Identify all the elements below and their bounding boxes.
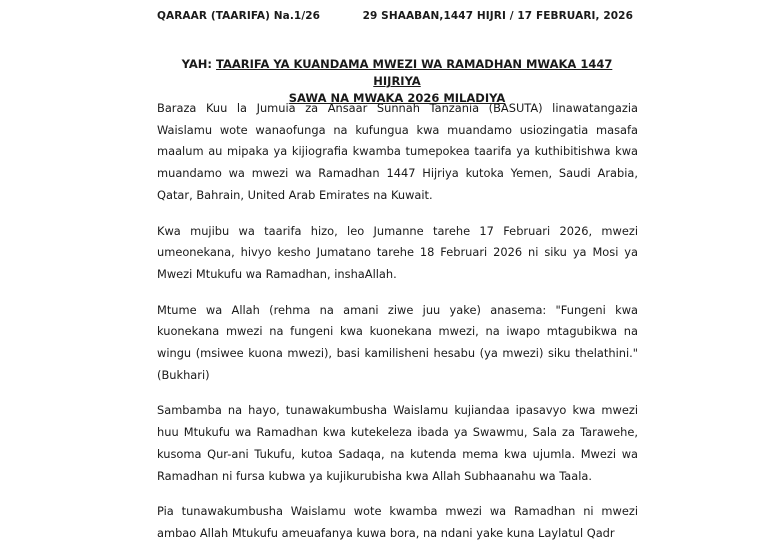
paragraph: Pia tunawakumbusha Waislamu wote kwamba mwezi wa Ramadhan ni mwezi ambao Allah Mtukufu ameuafanya kuwa bora, na ndani yake kuna Laylatul Qadr (157, 504, 638, 540)
subject-line-1: TAARIFA YA KUANDAMA MWEZI WA RAMADHAN MWAKA 1447 HIJRIYA (216, 57, 613, 88)
paragraph: Baraza Kuu la Jumuia za Ansaar Sunnah Tanzania (BASUTA) linawatangazia Waislamu wote wanaofunga na kufungua kwa muandamo usiozingatia masafa maalum au mipaka ya kijiografia kwamba tumepokea taarifa ya kuthibitishwa kwa muandamo wa mwezi wa Ramadhan 1447 Hijriya kutoka Yemen, Saudi Arabia, Qatar, Bahrain, United Arab Emirates na Kuwait. (157, 101, 638, 202)
subject-prefix: YAH: (181, 57, 213, 71)
document-body (157, 98, 638, 559)
paragraph: Kwa mujibu wa taarifa hizo, leo Jumanne tarehe 17 Februari 2026, mwezi umeonekana, hivyo kesho Jumatano tarehe 18 Februari 2026 ni siku ya Mosi ya Mwezi Mtukufu wa Ramadhan, inshaAllah. (157, 223, 638, 281)
subject-line-2: SAWA NA MWAKA 2026 MILADIYA (288, 91, 506, 105)
document-date: 29 SHAABAN,1447 HIJRI / 17 FEBRUARI, 2026 (362, 10, 633, 22)
paragraph: Mtume wa Allah (rehma na amani ziwe juu yake) anasema: "Fungeni kwa kuonekana mwezi na fungeni kwa kuonekana mwezi, na iwapo mtagubikwa na wingu (msiwee kuona mwezi), basi kamilisheni hesabu (ya mwezi) siku thelathini." (Bukhari) (157, 302, 638, 382)
paragraph: Sambamba na hayo, tunawakumbusha Waislamu kujiandaa ipasavyo kwa mwezi huu Mtukufu wa Ramadhan kwa kutekeleza ibada ya Swawmu, Sala za Tarawehe, kusoma Qur-ani Tukufu, kutoa Sadaqa, na kutenda mema kwa ujumla. Mwezi wa Ramadhan ni fursa kubwa ya kujikurubisha kwa Allah Subhaanahu wa Taala. (157, 403, 638, 483)
reference-number: QARAAR (TAARIFA) Na.1/26 (157, 10, 321, 22)
